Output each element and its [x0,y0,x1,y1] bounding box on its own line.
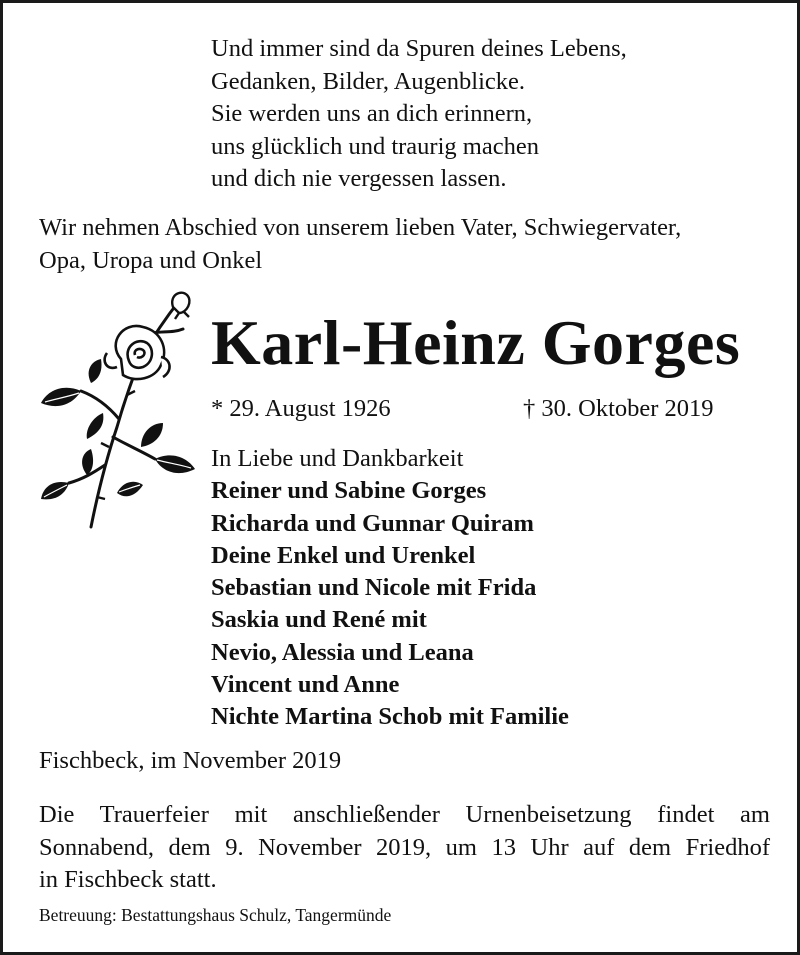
funeral-service-info [39,799,770,897]
mourner-name: Deine Enkel und Urenkel [211,541,476,569]
mourner-name: Richarda und Gunnar Quiram [211,509,534,537]
intro-line: Wir nehmen Abschied von unserem lieben Vater, Schwiegervater, [39,214,682,241]
poem-line: uns glücklich und traurig machen [211,132,539,160]
rose-icon [37,287,201,533]
mourner-name: Nichte Martina Schob mit Familie [211,703,569,731]
intro-text [39,211,769,277]
poem-line: Und immer sind da Spuren deines Lebens, [211,35,627,62]
deceased-name: Karl-Heinz Gorges [211,307,741,378]
service-line: in Fischbeck statt. [39,866,217,893]
service-line: Sonnabend, dem 9. November 2019, um 13 Uhr auf dem Friedhof [39,833,770,861]
poem-line: Sie werden uns an dich erinnern, [211,100,533,127]
intro-line: Opa, Uropa und Onkel [39,247,263,274]
funeral-home-credit: Betreuung: Bestattungshaus Schulz, Tangermünde [39,905,392,925]
poem-line: Gedanken, Bilder, Augenblicke. [211,67,526,95]
poem [211,33,627,196]
service-line: Die Trauerfeier mit anschließender Urnenbeisetzung findet am [39,801,770,828]
mourners-lead: In Liebe und Dankbarkeit [211,445,464,472]
mourner-name: Vincent und Anne [211,671,400,699]
mourner-name: Nevio, Alessia und Leana [211,638,474,666]
mourners-list [211,443,569,734]
mourner-name: Sebastian und Nicole mit Frida [211,574,537,602]
mourner-name: Reiner und Sabine Gorges [211,477,487,505]
death-date: † 30. Oktober 2019 [523,395,714,422]
place-and-date: Fischbeck, im November 2019 [39,747,342,774]
mourner-name: Saskia und René mit [211,606,427,634]
birth-date: * 29. August 1926 [211,395,391,422]
poem-line: und dich nie vergessen lassen. [211,165,507,192]
